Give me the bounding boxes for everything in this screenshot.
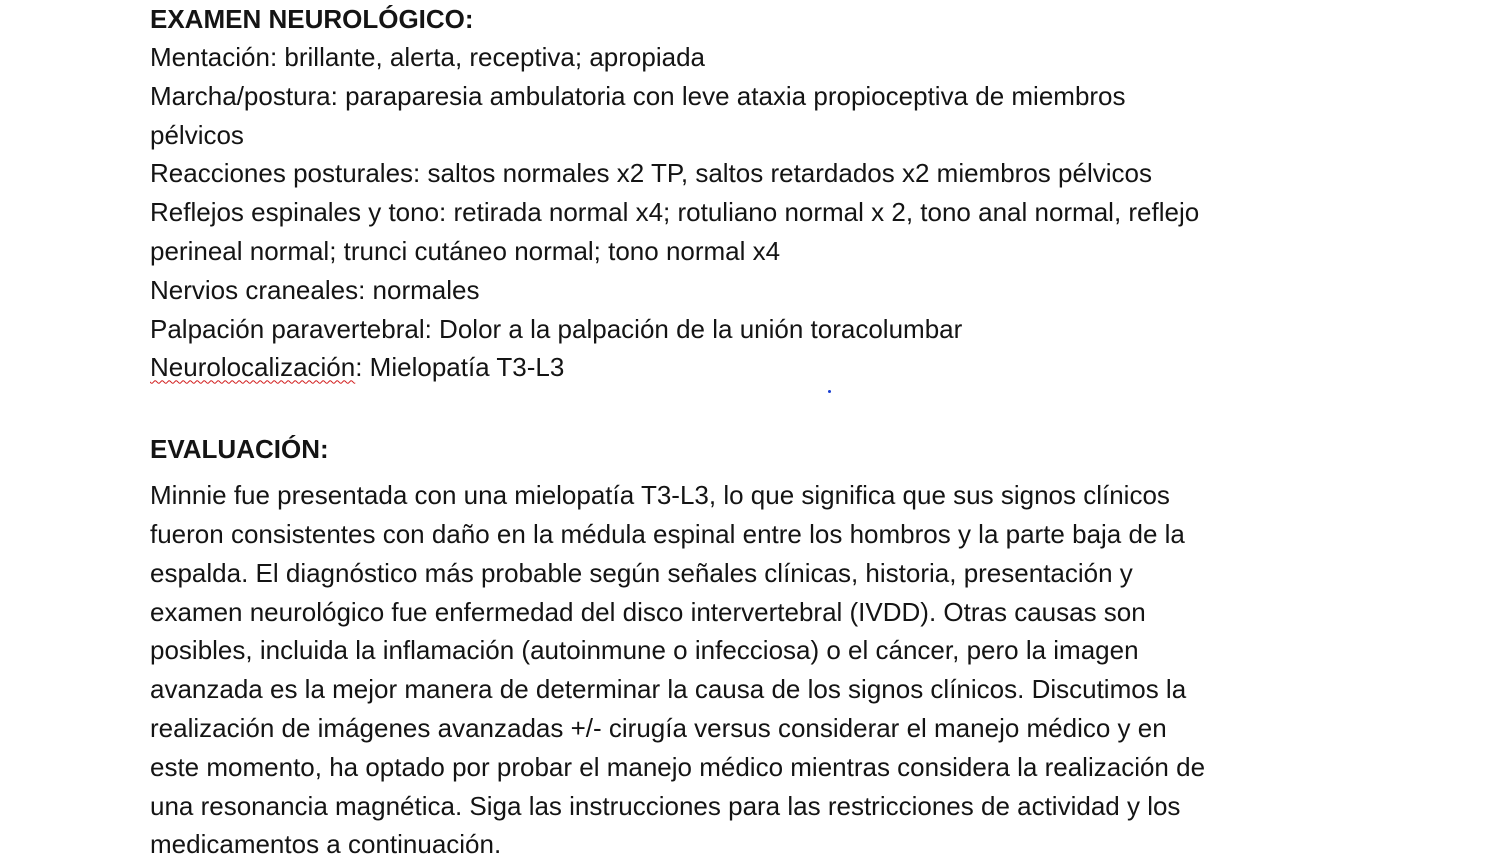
- evaluation-line: espalda. El diagnóstico más probable según señales clínicas, historia, presentación y: [150, 557, 1133, 588]
- evaluation-line: medicamentos a continuación.: [150, 829, 502, 860]
- evaluation-paragraph: [150, 476, 1350, 864]
- reacciones-line: Reacciones posturales: saltos normales x2 TP, saltos retardados x2 miembros pélvicos: [150, 158, 1152, 189]
- evaluation-line: este momento, ha optado por probar el manejo médico mientras considera la realización de: [150, 751, 1206, 782]
- evaluation-line: una resonancia magnética. Siga las instrucciones para las restricciones de actividad y los: [150, 790, 1181, 821]
- mentacion-line: Mentación: brillante, alerta, receptiva; apropiada: [150, 42, 705, 72]
- marcha-line-2: pélvicos: [150, 119, 244, 150]
- neurolocalizacion-line: [150, 348, 1370, 387]
- neuro-exam-heading: EXAMEN NEUROLÓGICO:: [150, 4, 474, 34]
- evaluation-line: Minnie fue presentada con una mielopatía T3-L3, lo que significa que sus signos clínicos: [150, 480, 1170, 511]
- evaluation-line: avanzada es la mejor manera de determinar la causa de los signos clínicos. Discutimos la: [150, 674, 1187, 705]
- evaluation-line: fueron consistentes con daño en la médula espinal entre los hombros y la parte baja de la: [150, 518, 1185, 549]
- evaluation-heading: EVALUACIÓN:: [150, 434, 329, 465]
- marcha-line-1: Marcha/postura: paraparesia ambulatoria con leve ataxia propioceptiva de miembros: [150, 80, 1126, 111]
- text-cursor-dot: [828, 390, 831, 393]
- evaluation-line: realización de imágenes avanzadas +/- cirugía versus considerar el manejo médico y en: [150, 712, 1167, 743]
- evaluation-line: posibles, incluida la inflamación (autoinmune o infecciosa) o el cáncer, pero la imagen: [150, 635, 1139, 666]
- reflejos-line-1: Reflejos espinales y tono: retirada normal x4; rotuliano normal x 2, tono anal normal, reflejo: [150, 197, 1200, 228]
- palpacion-line: Palpación paravertebral: Dolor a la palpación de la unión toracolumbar: [150, 313, 963, 344]
- spellcheck-flagged-word[interactable]: Neurolocalización: [150, 352, 356, 383]
- nervios-line: Nervios craneales: normales: [150, 274, 480, 305]
- evaluation-line: examen neurológico fue enfermedad del disco intervertebral (IVDD). Otras causas son: [150, 596, 1146, 627]
- reflejos-line-2: perineal normal; trunci cutáneo normal; tono normal x4: [150, 235, 781, 266]
- neurolocalizacion-value: : Mielopatía T3-L3: [355, 352, 565, 383]
- document-body: [150, 0, 1370, 864]
